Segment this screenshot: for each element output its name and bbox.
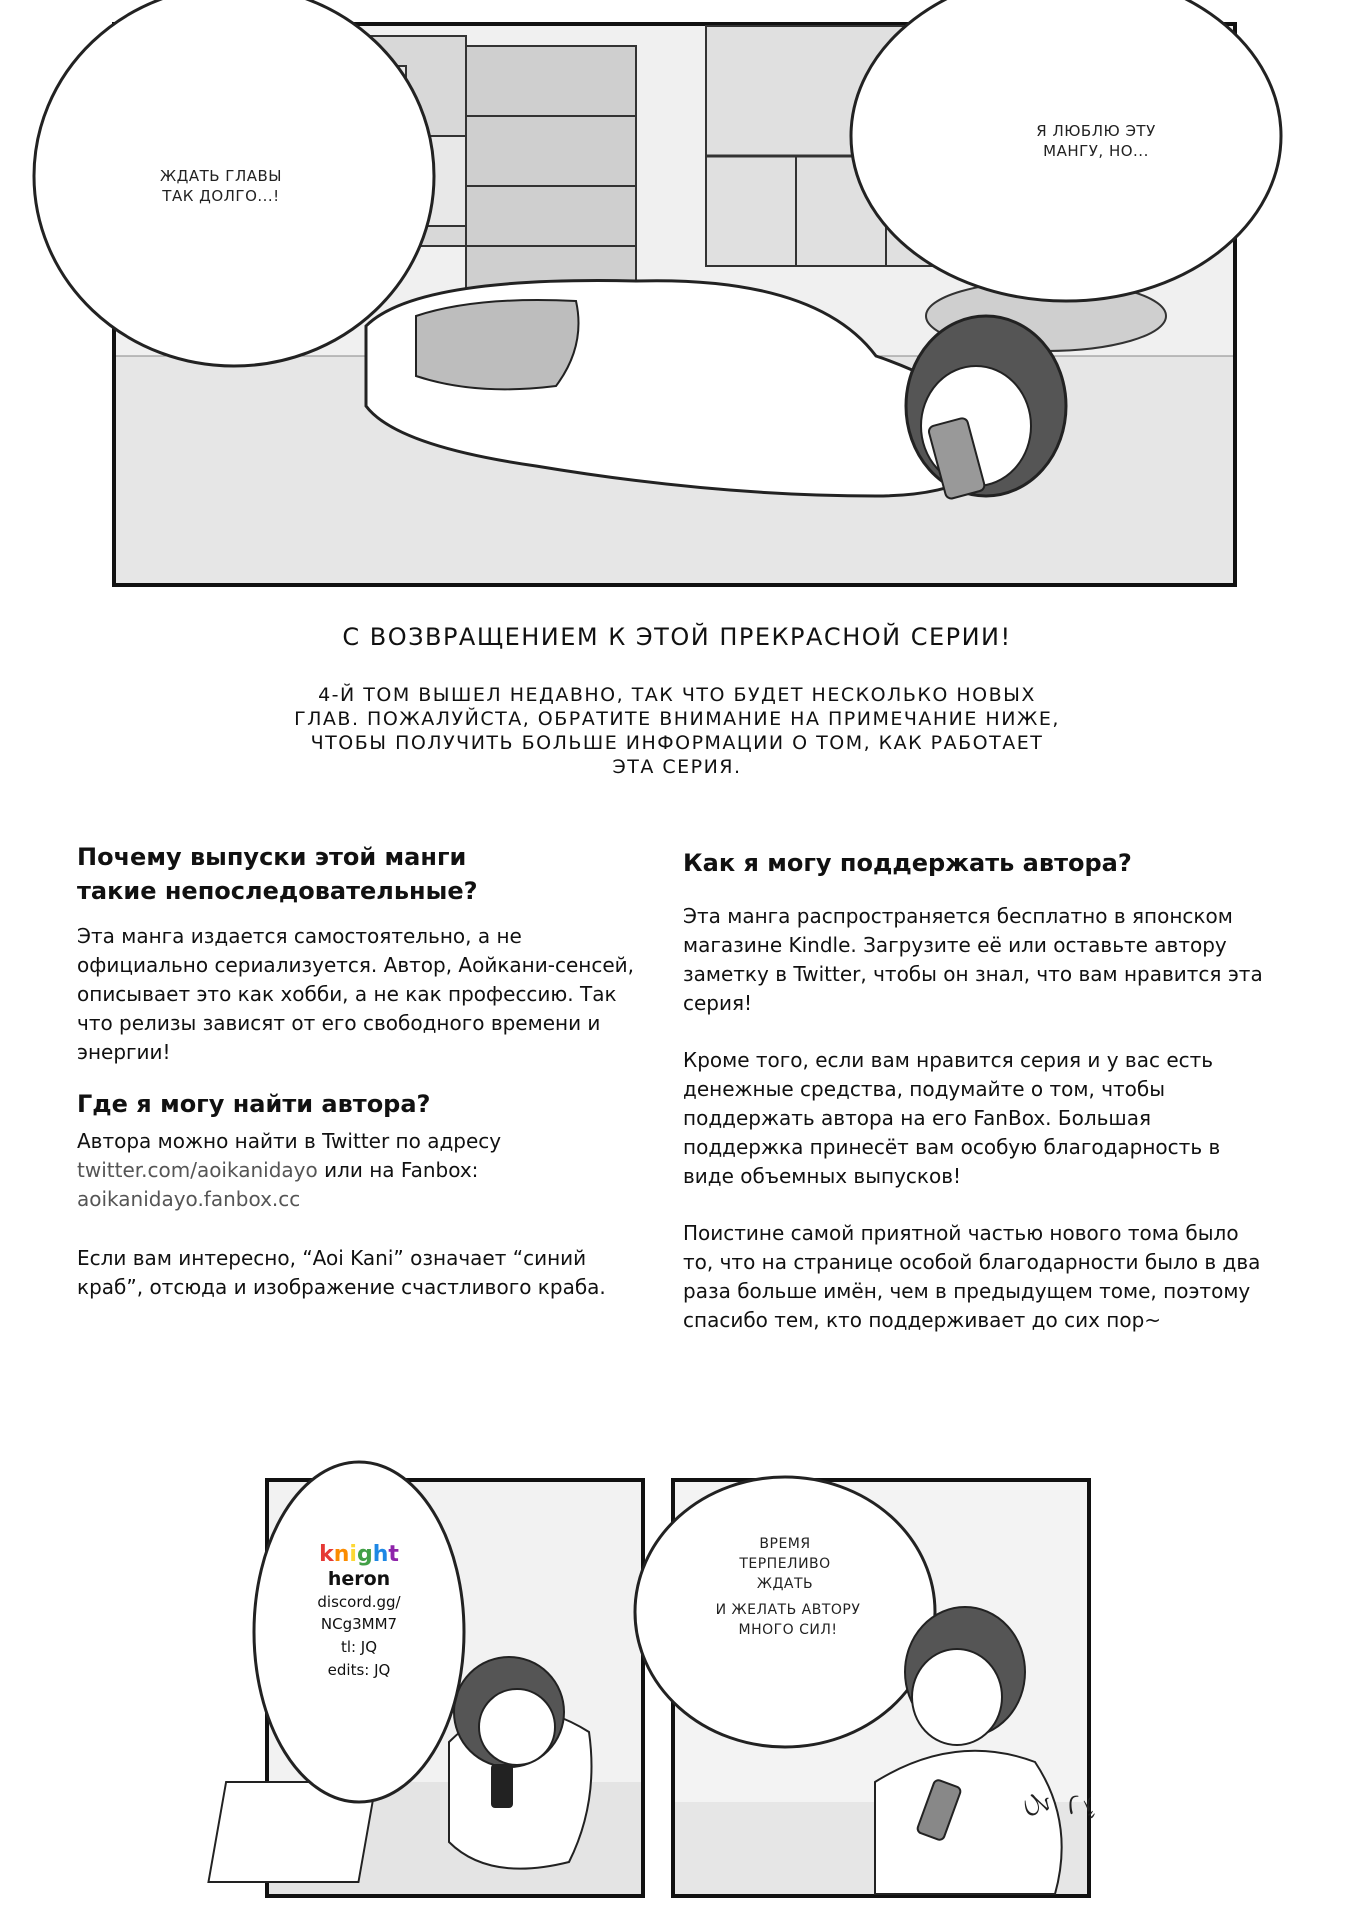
q1-title xyxy=(77,840,637,908)
q2-title: Где я могу найти автора? xyxy=(77,1090,431,1118)
headline: С ВОЗВРАЩЕНИЕМ К ЭТОЙ ПРЕКРАСНОЙ СЕРИИ! xyxy=(342,623,1012,651)
q2-body-mid: или на Fanbox: xyxy=(317,1158,479,1182)
support-p1: Эта манга распространяется бесплатно в японском магазине Kindle. Загрузите её или оставьте автору заметку в Twitter, чтобы он знал, что вам нравится эта серия! xyxy=(683,904,1263,1015)
knight-letter: i xyxy=(349,1542,357,1567)
top-panel-illustration xyxy=(116,26,1233,583)
q2-body xyxy=(77,1127,637,1214)
scanlation-credits xyxy=(284,1542,434,1681)
bottom-left-manga-panel xyxy=(265,1478,645,1898)
q2-body-2: Если вам интересно, “Aoi Kani” означает “синий краб”, отсюда и изображение счастливого краба. xyxy=(77,1246,606,1299)
credit-heron: heron xyxy=(327,1568,391,1590)
credit-discord-2[interactable]: NCg3MM7 xyxy=(320,1615,398,1633)
knight-letter: t xyxy=(388,1542,399,1567)
bottom-right-manga-panel xyxy=(671,1478,1097,1898)
q2-body-pre: Автора можно найти в Twitter по адресу xyxy=(77,1129,502,1153)
q1-body: Эта манга издается самостоятельно, а не официально сериализуется. Автор, Аойкани-сенсей, описывает это как хобби, а не как профессию. Так что релизы зависят от его свободного времени и энергии! xyxy=(77,924,634,1064)
subtext-line-3: ЧТОБЫ ПОЛУЧИТЬ БОЛЬШЕ ИНФОРМАЦИИ О ТОМ, КАК РАБОТАЕТ xyxy=(310,732,1044,754)
knight-letter: g xyxy=(356,1542,373,1567)
right-column xyxy=(683,846,1263,1355)
left-column xyxy=(77,840,637,1322)
fanbox-link[interactable]: aoikanidayo.fanbox.cc xyxy=(77,1187,301,1211)
knight-letter: k xyxy=(319,1542,334,1567)
q1-title-line2: такие непоследовательные? xyxy=(77,877,478,905)
twitter-link[interactable]: twitter.com/aoikanidayo xyxy=(77,1158,318,1182)
credit-knight xyxy=(284,1542,434,1567)
knight-logo-text xyxy=(319,1542,399,1567)
knight-letter: n xyxy=(333,1542,350,1567)
subtext-line-2: ГЛАВ. ПОЖАЛУЙСТА, ОБРАТИТЕ ВНИМАНИЕ НА ПРИМЕЧАНИЕ НИЖЕ, xyxy=(294,708,1060,730)
credit-edits: edits: JQ xyxy=(327,1661,391,1679)
sound-effect: ごろ xyxy=(1018,1790,1097,1820)
subtext-line-1: 4-Й ТОМ ВЫШЕЛ НЕДАВНО, ТАК ЧТО БУДЕТ НЕСКОЛЬКО НОВЫХ xyxy=(318,684,1036,706)
top-left-speech-bubble: ЖДАТЬ ГЛАВЫ ТАК ДОЛГО...! xyxy=(159,167,283,205)
top-manga-panel xyxy=(112,22,1237,587)
support-p3: Поистине самой приятной частью нового тома было то, что на странице особой благодарности было в два раза больше имён, чем в предыдущем томе, поэтому спасибо тем, кто поддерживает до сих пор~ xyxy=(683,1221,1261,1332)
credit-tl: tl: JQ xyxy=(340,1638,378,1656)
support-title: Как я могу поддержать автора? xyxy=(683,849,1132,877)
bottom-right-bubble-top: ВРЕМЯ ТЕРПЕЛИВО ЖДАТЬ xyxy=(739,1536,831,1592)
top-right-speech-bubble: Я ЛЮБЛЮ ЭТУ МАНГУ, НО... xyxy=(1036,122,1156,160)
q1-title-line1: Почему выпуски этой манги xyxy=(77,843,467,871)
bottom-right-bubble-bottom: И ЖЕЛАТЬ АВТОРУ МНОГО СИЛ! xyxy=(715,1602,861,1638)
support-p2: Кроме того, если вам нравится серия и у вас есть денежные средства, подумайте о том, чтобы поддержать автора на его FanBox. Большая поддержка принесёт вам особую благодарность в виде объемных выпусков! xyxy=(683,1048,1221,1188)
subtext-line-4: ЭТА СЕРИЯ. xyxy=(612,756,742,778)
knight-letter: h xyxy=(372,1542,389,1567)
credit-discord-1[interactable]: discord.gg/ xyxy=(317,1593,401,1611)
